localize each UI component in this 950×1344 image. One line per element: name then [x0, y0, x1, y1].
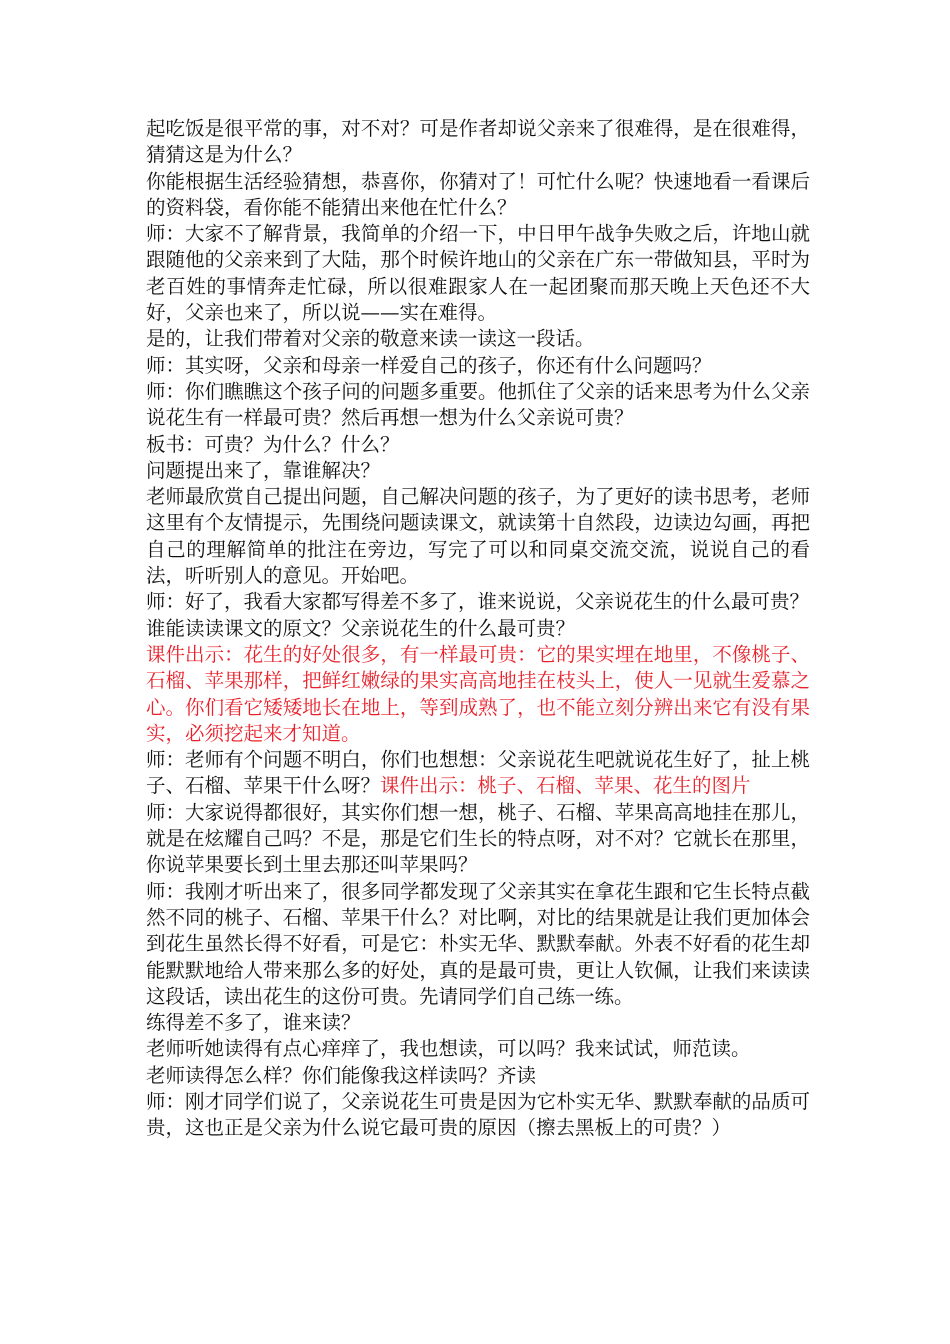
courseware-pictures-note: 课件出示：桃子、石榴、苹果、花生的图片: [380, 774, 751, 798]
paragraph-6: 师：你们瞧瞧这个孩子问的问题多重要。他抓住了父亲的话来思考为什么父亲说花生有一样最可贵？然后再想一想为什么父亲说可贵？: [146, 379, 810, 430]
paragraph-2: 你能根据生活经验猜想，恭喜你，你猜对了！可忙什么呢？快速地看一看课后的资料袋，看你能不能猜出来他在忙什么？: [146, 169, 810, 219]
paragraph-5: 师：其实呀，父亲和母亲一样爱自己的孩子，你还有什么问题吗？: [146, 353, 712, 377]
paragraph-1: 起吃饭是很平常的事，对不对？可是作者却说父亲来了很难得，是在很难得，猜猜这是为什么？: [146, 117, 810, 167]
paragraph-8: 问题提出来了，靠谁解决？: [146, 458, 381, 482]
paragraph-16: 练得差不多了，谁来读？: [146, 1011, 361, 1035]
paragraph-3: 师：大家不了解背景，我简单的介绍一下，中日甲午战争失败之后，许地山就跟随他的父亲来到了大陆，那个时候许地山的父亲在广东一带做知县，平时为老百姓的事情奔走忙碌，所以很难跟家人在一起团聚而那天晚上天色还不大好，父亲也来了，所以说——实在难得。: [146, 222, 810, 325]
paragraph-15: 师：我刚才听出来了，很多同学都发现了父亲其实在拿花生跟和它生长特点截然不同的桃子、石榴、苹果干什么？对比啊，对比的结果就是让我们更加体会到花生虽然长得不好看，可是它：朴实无华、默默奉献。外表不好看的花生却能默默地给人带来那么多的好处，真的是最可贵，更让人钦佩，让我们来读读这段话，读出花生的这份可贵。先请同学们自己练一练。: [146, 879, 810, 1008]
paragraph-17: 老师听她读得有点心痒痒了，我也想读，可以吗？我来试试，师范读。: [146, 1037, 751, 1061]
paragraph-4: 是的，让我们带着对父亲的敬意来读一读这一段话。: [146, 327, 595, 351]
board-writing: 板书：可贵？为什么？什么？: [146, 432, 400, 456]
paragraph-14: 师：大家说得都很好，其实你们想一想，桃子、石榴、苹果高高地挂在那儿，就是在炫耀自己吗？不是，那是它们生长的特点呀，对不对？它就长在那里，你说苹果要长到土里去那还叫苹果吗？: [146, 800, 810, 877]
paragraph-11: 谁能读读课文的原文？父亲说花生的什么最可贵？: [146, 616, 576, 640]
paragraph-9: 老师最欣赏自己提出问题，自己解决问题的孩子，为了更好的读书思考，老师这里有个友情提示，先围绕问题读课文，就读第十自然段，边读边勾画，再把自己的理解简单的批注在旁边，写完了可以和同桌交流交流，说说自己的看法，听听别人的意见。开始吧。: [146, 485, 810, 588]
paragraph-19: 师：刚才同学们说了，父亲说花生可贵是因为它朴实无华、默默奉献的品质可贵，这也正是父亲为什么说它最可贵的原因（擦去黑板上的可贵？）: [146, 1089, 810, 1140]
paragraph-10: 师：好了，我看大家都写得差不多了，谁来说说，父亲说花生的什么最可贵？: [146, 590, 810, 614]
paragraph-13: [146, 747, 810, 800]
paragraph-18: 老师读得怎么样？你们能像我这样读吗？齐读: [146, 1063, 537, 1087]
courseware-text-quote: 课件出示：花生的好处很多，有一样最可贵：它的果实埋在地里，不像桃子、石榴、苹果那样，把鲜红嫩绿的果实高高地挂在枝头上，使人一见就生爱慕之心。你们看它矮矮地长在地上，等到成熟了，也不能立刻分辨出来它有没有果实，必须挖起来才知道。: [146, 642, 810, 745]
document-body: [146, 116, 810, 1142]
teacher-question: 师：老师有个问题不明白，你们也想想：父亲说花生吧就说花生好了，扯上桃子、石榴、苹果干什么呀？: [146, 748, 810, 798]
